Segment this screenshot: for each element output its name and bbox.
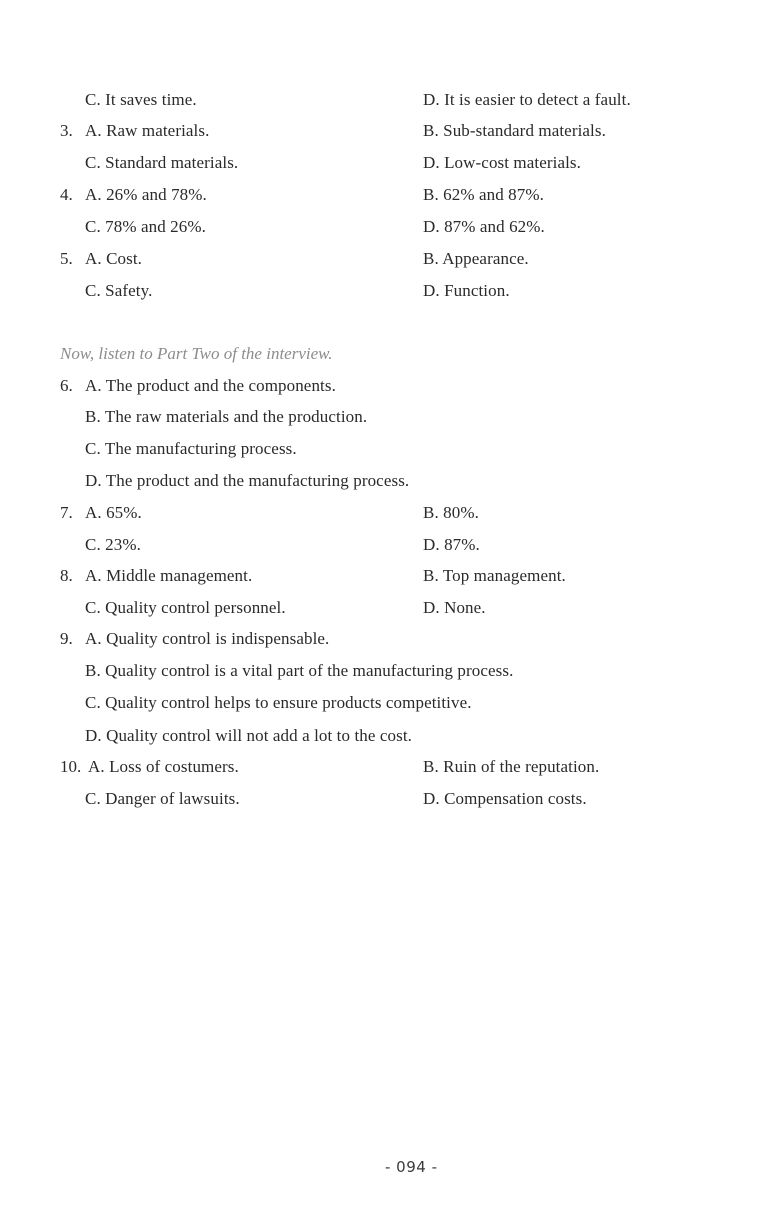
q9-number: 9.: [60, 629, 73, 648]
q8-option-d: D. None.: [423, 598, 486, 617]
q4-number: 4.: [60, 185, 73, 204]
q6-option-b: B. The raw materials and the production.: [85, 407, 368, 426]
q8-number: 8.: [60, 566, 73, 585]
q7-option-c: C. 23%.: [85, 535, 141, 554]
q10-option-b: B. Ruin of the reputation.: [423, 757, 600, 776]
q9-option-d: D. Quality control will not add a lot to the cost.: [85, 726, 413, 745]
q7-option-a: A. 65%.: [85, 503, 142, 522]
q8-option-b: B. Top management.: [423, 566, 566, 585]
q3-number: 3.: [60, 121, 73, 140]
q5-number: 5.: [60, 249, 73, 268]
q8-option-a: A. Middle management.: [85, 566, 253, 585]
q5-option-a: A. Cost.: [85, 249, 143, 268]
q2-option-c: C. It saves time.: [85, 90, 197, 109]
q4-option-c: C. 78% and 26%.: [85, 217, 206, 236]
q3-option-c: C. Standard materials.: [85, 153, 239, 172]
q4-option-a: A. 26% and 78%.: [85, 185, 207, 204]
q8-option-c: C. Quality control personnel.: [85, 598, 286, 617]
q3-option-a: A. Raw materials.: [85, 121, 210, 140]
q7-option-b: B. 80%.: [423, 503, 479, 522]
q6-option-c: C. The manufacturing process.: [85, 439, 297, 458]
q7-option-d: D. 87%.: [423, 535, 480, 554]
q5-option-b: B. Appearance.: [423, 249, 529, 268]
q4-option-d: D. 87% and 62%.: [423, 217, 545, 236]
q6-option-d: D. The product and the manufacturing process.: [85, 471, 410, 490]
q5-option-d: D. Function.: [423, 281, 510, 300]
q5-option-c: C. Safety.: [85, 281, 153, 300]
q3-option-b: B. Sub-standard materials.: [423, 121, 606, 140]
q9-option-c: C. Quality control helps to ensure products competitive.: [85, 693, 472, 712]
q6-option-a: A. The product and the components.: [85, 376, 336, 395]
q2-option-d: D. It is easier to detect a fault.: [423, 90, 631, 109]
q4-option-b: B. 62% and 87%.: [423, 185, 544, 204]
q7-number: 7.: [60, 503, 73, 522]
q6-number: 6.: [60, 376, 73, 395]
q10-option-a: A. Loss of costumers.: [88, 757, 239, 776]
q10-option-d: D. Compensation costs.: [423, 789, 587, 808]
q3-option-d: D. Low-cost materials.: [423, 153, 581, 172]
q9-option-b: B. Quality control is a vital part of the manufacturing process.: [85, 661, 514, 680]
page-number: - 094 -: [385, 1158, 438, 1176]
q9-option-a: A. Quality control is indispensable.: [85, 629, 330, 648]
q10-number: 10.: [60, 757, 82, 776]
part-two-instruction: Now, listen to Part Two of the interview.: [60, 344, 333, 363]
q10-option-c: C. Danger of lawsuits.: [85, 789, 240, 808]
